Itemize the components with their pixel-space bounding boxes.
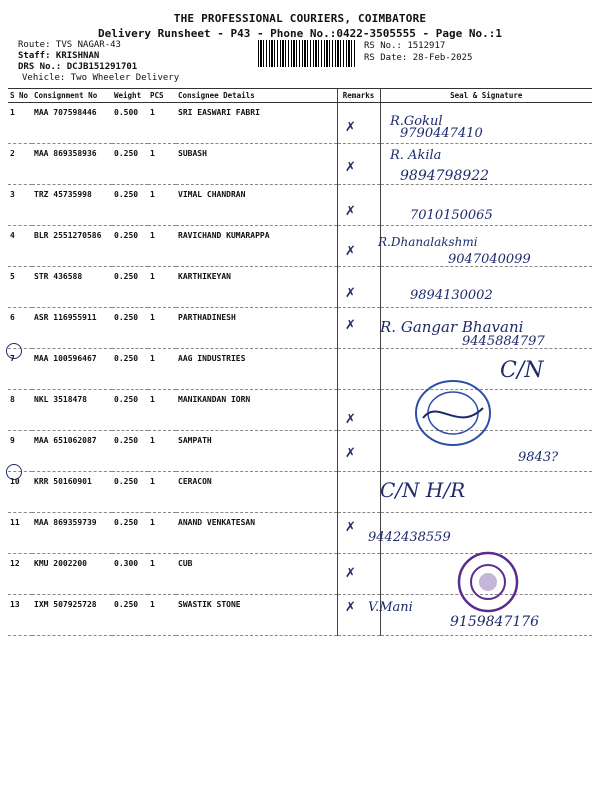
cell-remarks <box>337 185 380 226</box>
tick-mark: ✗ <box>345 160 356 175</box>
cell-sno: 3 <box>8 185 32 226</box>
hw-r2-phone: 9894798922 <box>400 168 490 184</box>
cell-remarks <box>337 103 380 144</box>
cell-consignee: CERACON <box>176 472 337 513</box>
hw-r5-phone: 9894130002 <box>410 288 493 303</box>
cell-consignee: SWASTIK STONE <box>176 595 337 636</box>
tick-mark: ✗ <box>345 244 356 259</box>
row-10-circle <box>6 464 22 480</box>
cell-weight: 0.250 <box>112 308 148 349</box>
cell-consignee: ANAND VENKATESAN <box>176 513 337 554</box>
cell-cons: MAA 707598446 <box>32 103 112 144</box>
cell-consignee: KARTHIKEYAN <box>176 267 337 308</box>
cell-pcs: 1 <box>148 144 176 185</box>
rs-date: RS Date: 28-Feb-2025 <box>364 53 473 63</box>
cell-sno: 1 <box>8 103 32 144</box>
cell-weight: 0.250 <box>112 144 148 185</box>
cell-cons: MAA 869359739 <box>32 513 112 554</box>
cell-weight: 0.250 <box>112 185 148 226</box>
cell-cons: MAA 651062087 <box>32 431 112 472</box>
cell-sno: 13 <box>8 595 32 636</box>
route-label: Route: TVS NAGAR-43 <box>18 40 121 50</box>
cell-consignee: SUBASH <box>176 144 337 185</box>
tick-mark: ✗ <box>345 120 356 135</box>
staff-label: Staff: KRISHNAN <box>18 51 100 61</box>
cell-weight: 0.250 <box>112 513 148 554</box>
cell-consignee: AAG INDUSTRIES <box>176 349 337 390</box>
table-row <box>8 431 592 472</box>
row-7-circle <box>6 343 22 359</box>
table-header <box>8 89 592 103</box>
table-row <box>8 472 592 513</box>
cell-remarks <box>337 472 380 513</box>
cell-consignee: CUB <box>176 554 337 595</box>
cell-pcs: 1 <box>148 185 176 226</box>
tick-mark: ✗ <box>345 566 356 581</box>
hw-r7-note: C/N <box>500 358 544 383</box>
cell-sno: 5 <box>8 267 32 308</box>
cell-sno: 10 <box>8 472 32 513</box>
hw-r4-name: R.Dhanalakshmi <box>378 235 478 249</box>
hw-r1-phone: 9790447410 <box>400 126 483 141</box>
cell-consignee: MANIKANDAN IORN <box>176 390 337 431</box>
cell-weight: 0.300 <box>112 554 148 595</box>
cell-remarks <box>337 226 380 267</box>
table-row <box>8 390 592 431</box>
col-sno: S No <box>8 89 32 103</box>
cell-sno: 12 <box>8 554 32 595</box>
cell-consignee: RAVICHAND KUMARAPPA <box>176 226 337 267</box>
col-consignee: Consignee Details <box>176 89 337 103</box>
col-remarks: Remarks <box>337 89 380 103</box>
table-row <box>8 144 592 185</box>
rs-number: RS No.: 1512917 <box>364 41 446 51</box>
hw-r6-phone: 9445884797 <box>462 334 545 349</box>
hw-r3-phone: 7010150065 <box>410 208 493 223</box>
cell-sno: 9 <box>8 431 32 472</box>
tick-mark: ✗ <box>345 204 356 219</box>
hw-r6-name: R. Gangar Bhavani <box>380 318 524 336</box>
cell-sno: 8 <box>8 390 32 431</box>
cell-remarks <box>337 554 380 595</box>
cell-sno: 11 <box>8 513 32 554</box>
cell-cons: STR 436588 <box>32 267 112 308</box>
cell-pcs: 1 <box>148 349 176 390</box>
company-title: THE PROFESSIONAL COURIERS, COIMBATORE <box>173 12 427 25</box>
col-weight: Weight <box>112 89 148 103</box>
cell-weight: 0.250 <box>112 390 148 431</box>
cell-cons: IXM 507925728 <box>32 595 112 636</box>
tick-mark: ✗ <box>345 412 356 427</box>
cell-sno: 2 <box>8 144 32 185</box>
hw-r13-name: V.Mani <box>368 600 413 615</box>
tick-mark: ✗ <box>345 286 356 301</box>
cell-pcs: 1 <box>148 472 176 513</box>
cell-consignee: SRI EASWARI FABRI <box>176 103 337 144</box>
col-consignment: Consignment No <box>32 89 112 103</box>
cell-pcs: 1 <box>148 595 176 636</box>
cell-pcs: 1 <box>148 308 176 349</box>
hw-r11-phone: 9442438559 <box>368 530 451 545</box>
hw-r10-note: C/N H/R <box>380 478 466 502</box>
cell-remarks <box>337 308 380 349</box>
barcode <box>258 40 356 67</box>
cell-sno: 6 <box>8 308 32 349</box>
cell-weight: 0.250 <box>112 431 148 472</box>
hw-r9-note: 9843? <box>518 450 559 465</box>
tick-mark: ✗ <box>345 600 356 615</box>
cell-remarks <box>337 390 380 431</box>
drs-label: DRS No.: DCJB151291701 <box>18 62 138 72</box>
cell-pcs: 1 <box>148 103 176 144</box>
cell-cons: ASR 116955911 <box>32 308 112 349</box>
cell-cons: KMU 2002200 <box>32 554 112 595</box>
tick-mark: ✗ <box>345 520 356 535</box>
cell-pcs: 1 <box>148 554 176 595</box>
cell-cons: KRR 50160901 <box>32 472 112 513</box>
cell-sno: 4 <box>8 226 32 267</box>
hw-r4-phone: 9047040099 <box>448 252 531 267</box>
cell-pcs: 1 <box>148 226 176 267</box>
tick-mark: ✗ <box>345 318 356 333</box>
cell-weight: 0.250 <box>112 595 148 636</box>
cell-cons: BLR 2551270586 <box>32 226 112 267</box>
cell-cons: MAA 100596467 <box>32 349 112 390</box>
cell-consignee: PARTHADINESH <box>176 308 337 349</box>
hw-r2-name: R. Akila <box>390 148 442 163</box>
cell-weight: 0.250 <box>112 267 148 308</box>
cell-remarks <box>337 144 380 185</box>
cell-cons: TRZ 45735998 <box>32 185 112 226</box>
hw-r1-name: R.Gokul <box>390 114 443 129</box>
table-row <box>8 267 592 308</box>
vehicle-label: Vehicle: Two Wheeler Delivery <box>22 73 180 83</box>
table-row <box>8 103 592 144</box>
cell-weight: 0.250 <box>112 349 148 390</box>
cell-sno: 7 <box>8 349 32 390</box>
cell-pcs: 1 <box>148 513 176 554</box>
cell-consignee: VIMAL CHANDRAN <box>176 185 337 226</box>
cell-cons: NKL 3518478 <box>32 390 112 431</box>
cell-remarks <box>337 431 380 472</box>
cell-weight: 0.250 <box>112 472 148 513</box>
table-row <box>8 513 592 554</box>
cell-signature <box>380 431 592 472</box>
cell-weight: 0.500 <box>112 103 148 144</box>
tick-mark: ✗ <box>345 446 356 461</box>
cell-signature <box>380 349 592 390</box>
cell-pcs: 1 <box>148 267 176 308</box>
cell-pcs: 1 <box>148 431 176 472</box>
cell-pcs: 1 <box>148 390 176 431</box>
table-row <box>8 185 592 226</box>
cell-cons: MAA 869358936 <box>32 144 112 185</box>
cell-remarks <box>337 349 380 390</box>
cell-weight: 0.250 <box>112 226 148 267</box>
col-signature: Seal & Signature <box>380 89 592 103</box>
hw-r13-phone: 9159847176 <box>450 614 540 630</box>
cell-consignee: SAMPATH <box>176 431 337 472</box>
company-seal-stamp <box>413 378 493 448</box>
runsheet-subtitle: Delivery Runsheet - P43 - Phone No.:0422-3505555 - Page No.:1 <box>98 27 502 40</box>
cell-remarks <box>337 267 380 308</box>
col-pcs: PCS <box>148 89 176 103</box>
company-seal-stamp <box>456 550 520 614</box>
